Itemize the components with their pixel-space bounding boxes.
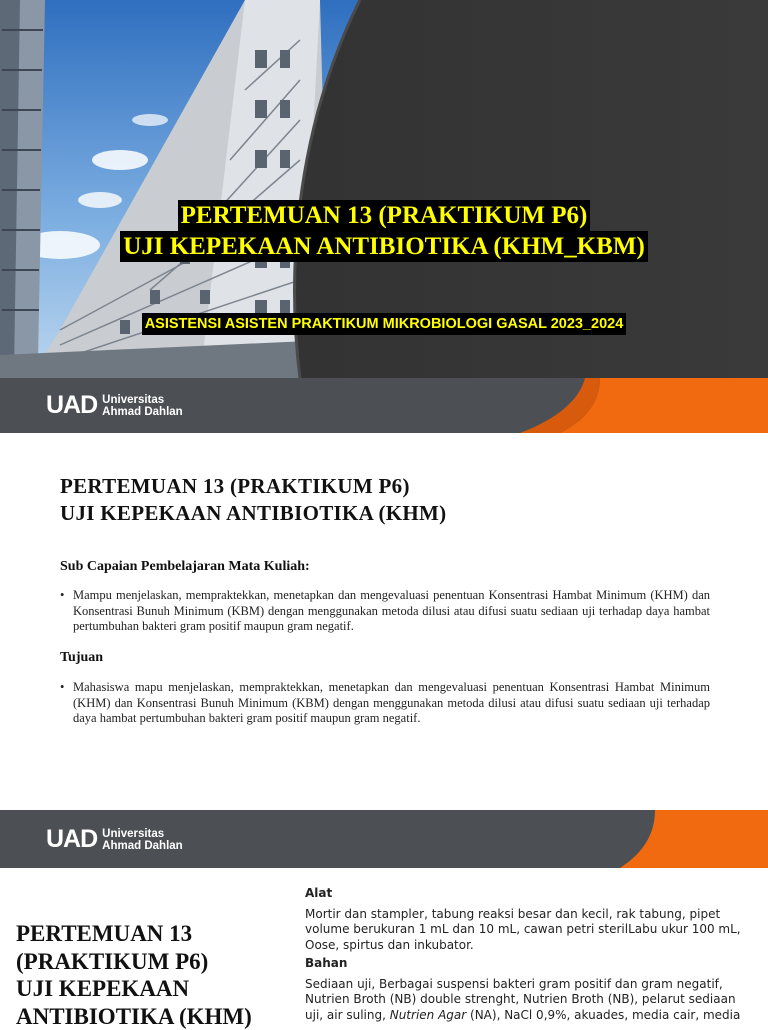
- uad-logo: [46, 825, 183, 854]
- slide1-subtitle-text: ASISTENSI ASISTEN PRAKTIKUM MIKROBIOLOGI GASAL 2023_2024: [142, 313, 627, 335]
- tujuan-heading: Tujuan: [60, 650, 104, 665]
- slide3-title-line: ANTIBIOTIKA (KHM): [16, 1003, 252, 1029]
- slide1-title-line2: UJI KEPEKAAN ANTIBIOTIKA (KHM_KBM): [120, 231, 648, 262]
- slide3-title-line: PERTEMUAN 13: [16, 921, 193, 946]
- uad-logo-name-line2: Ahmad Dahlan: [102, 405, 183, 418]
- slide1-footer: [0, 378, 768, 433]
- uad-logo-name-line1: Universitas: [102, 393, 165, 406]
- sub-cpmk-text: Mampu menjelaskan, mempraktekkan, menetapkan dan mengevaluasi penentuan Konsentrasi Hambat Minimum (KHM) dan Konsentrasi Bunuh Minimum (KBM) dengan menggunakan metoda dilusi atau difusi suatu sediaan uji terhadap daya hambat pertumbuhan bakteri gram positif maupun gram negatif.: [73, 588, 710, 633]
- uad-logo-mark: UAD: [46, 825, 98, 853]
- tujuan-bullet: [60, 680, 710, 727]
- alat-text: Mortir dan stampler, tabung reaksi besar dan kecil, rak tabung, pipet volume berukuran 1 mL dan 10 mL, cawan petri sterilLabu ukur 100 mL, Oose, spirtus dan inkubator.: [305, 906, 741, 952]
- bahan-text-italic: Nutrien Agar: [389, 1007, 467, 1022]
- uad-logo-name-line2: Ahmad Dahlan: [102, 839, 183, 852]
- sub-cpmk-heading: Sub Capaian Pembelajaran Mata Kuliah:: [60, 559, 310, 574]
- bullet-icon: •: [60, 680, 65, 694]
- slide2-title-line2: UJI KEPEKAAN ANTIBIOTIKA (KHM): [60, 501, 447, 525]
- slide2-title-line1: PERTEMUAN 13 (PRAKTIKUM P6): [60, 474, 410, 498]
- objectives-slide: [0, 433, 768, 810]
- slide3-title-line: UJI KEPEKAAN: [16, 976, 190, 1001]
- materials-list: [305, 886, 745, 1026]
- bahan-text: [305, 977, 745, 1024]
- materials-slide: [0, 810, 768, 1029]
- title-slide: [0, 0, 768, 433]
- slide1-subtitle: [0, 313, 768, 335]
- uad-logo-name: [102, 394, 183, 418]
- slide3-title-line: (PRAKTIKUM P6): [16, 948, 209, 974]
- slide1-title-line1: PERTEMUAN 13 (PRAKTIKUM P6): [178, 200, 591, 231]
- uad-logo-name: [102, 828, 183, 852]
- bahan-text-part1: Sediaan uji, Berbagai suspensi bakteri gram positif dan gram negatif, Nutrien Broth (NB) double strenght, Nutrien Broth (NB), pelarut sediaan uji, air suling,: [305, 976, 736, 1022]
- sub-cpmk-bullet: [60, 588, 710, 635]
- bullet-icon: •: [60, 588, 65, 602]
- uad-logo-mark: UAD: [46, 391, 98, 419]
- bahan-label: Bahan: [305, 956, 348, 970]
- slide3-header: [0, 810, 768, 868]
- uad-logo-name-line1: Universitas: [102, 827, 165, 840]
- slide2-title: [60, 473, 446, 527]
- alat-label: Alat: [305, 886, 333, 900]
- tujuan-text: Mahasiswa mapu menjelaskan, mempraktekkan, menetapkan dan mengevaluasi penentuan Konsentrasi Hambat Minimum (KHM) dan Konsentrasi Bunuh Minimum (KBM) dengan menggunakan metoda dilusi atau difusi suatu sediaan uji terhadap daya hambat pertumbuhan bakteri gram positif maupun gram negatif.: [73, 680, 710, 725]
- slide3-title: [16, 920, 296, 1030]
- uad-logo: [46, 391, 183, 420]
- slide1-title: [0, 200, 768, 262]
- bahan-text-part2: (NA), NaCl 0,9%, akuades, media cair, media: [466, 1007, 741, 1022]
